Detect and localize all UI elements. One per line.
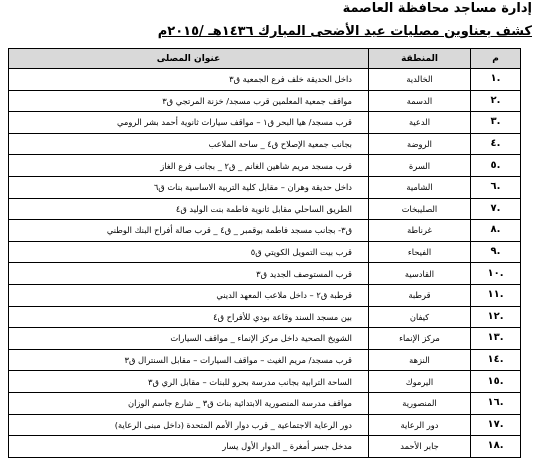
row-region: غرناطة — [369, 220, 471, 242]
row-number: .٨ — [471, 220, 521, 242]
row-number: .١٤ — [471, 349, 521, 371]
row-address: مدخل جسر أمغرة _ الدوار الأول يسار — [9, 436, 369, 458]
row-number: .٦ — [471, 176, 521, 198]
table-row — [9, 349, 521, 371]
row-address: قرب المستوصف الجديد ق٣ — [9, 263, 369, 285]
row-address: داخل حديقة وهران – مقابل كلية التربية الاساسية بنات ق٦ — [9, 176, 369, 198]
table-row — [9, 90, 521, 112]
table-row — [9, 414, 521, 436]
row-address: قرب مسجد مريم شاهين الغانم _ ق٢ _ بجانب فرع الغاز — [9, 155, 369, 177]
table-row — [9, 392, 521, 414]
row-number: .١٦ — [471, 392, 521, 414]
row-address: الطريق الساحلي مقابل ثانوية فاطمة بنت الوليد ق٤ — [9, 198, 369, 220]
table-row — [9, 133, 521, 155]
table-row — [9, 155, 521, 177]
row-number: .١٠ — [471, 263, 521, 285]
table-row — [9, 220, 521, 242]
row-address: دور الرعاية الاجتماعية _ قرب دوار الأمم المتحدة (داخل مبنى الرعاية) — [9, 414, 369, 436]
row-region: اليرموك — [369, 371, 471, 393]
row-address: داخل الحديقة خلف فرع الجمعية ق٣ — [9, 69, 369, 91]
table-row — [9, 112, 521, 134]
row-number: .٥ — [471, 155, 521, 177]
row-address: بين مسجد السند وقاعة بودي للأفراح ق٤ — [9, 306, 369, 328]
table-body — [9, 69, 521, 458]
table-row — [9, 306, 521, 328]
row-address: قرطبة ق٢ – داخل ملاعب المعهد الديني — [9, 284, 369, 306]
row-region: جابر الأحمد — [369, 436, 471, 458]
table-header-row — [9, 49, 521, 69]
row-region: القادسية — [369, 263, 471, 285]
row-address: قرب بيت التمويل الكويتي ق٥ — [9, 241, 369, 263]
row-address: مواقف مدرسة المنصورية الابتدائية بنات ق٣ _ شارع جاسم الوزان — [9, 392, 369, 414]
row-region: دور الرعاية — [369, 414, 471, 436]
row-number: .١٨ — [471, 436, 521, 458]
table-row — [9, 284, 521, 306]
row-region: الصليبخات — [369, 198, 471, 220]
row-number: .٢ — [471, 90, 521, 112]
row-region: المنصورية — [369, 392, 471, 414]
table-row — [9, 371, 521, 393]
row-region: السرة — [369, 155, 471, 177]
row-number: .٤ — [471, 133, 521, 155]
document-subtitle: كشف بعناوين مصليات عيد الأضحى المبارك ١٤٣٦هـ /٢٠١٥م — [157, 24, 532, 39]
row-region: كيفان — [369, 306, 471, 328]
row-number: .١ — [471, 69, 521, 91]
row-number: .١٥ — [471, 371, 521, 393]
header-address: عنوان المصلى — [9, 49, 369, 69]
prayer-locations-table — [8, 48, 521, 458]
table-row — [9, 241, 521, 263]
row-region: الخالدية — [369, 69, 471, 91]
table-row — [9, 328, 521, 350]
row-region: النزهة — [369, 349, 471, 371]
table-row — [9, 176, 521, 198]
row-number: .٣ — [471, 112, 521, 134]
row-region: الدسمة — [369, 90, 471, 112]
row-address: الساحة الترابية بجانب مدرسة بحرو للبنات – مقابل الري ق٣ — [9, 371, 369, 393]
row-number: .٧ — [471, 198, 521, 220]
row-address: قرب مسجد/ هيا البحر ق١ – مواقف سيارات ثانوية أحمد بشر الرومي — [9, 112, 369, 134]
row-number: .٩ — [471, 241, 521, 263]
row-region: الفيحاء — [369, 241, 471, 263]
row-number: .١١ — [471, 284, 521, 306]
table-row — [9, 69, 521, 91]
row-address: قرب مسجد/ مريم الغيث – مواقف السيارات – مقابل السنترال ق٣ — [9, 349, 369, 371]
row-address: الشويخ الصحية داخل مركز الإنماء _ مواقف السيارات — [9, 328, 369, 350]
row-address: ق٣- بجانب مسجد فاطمة بوقمبر _ ق٤ _ قرب صالة أفراح البنك الوطني — [9, 220, 369, 242]
row-number: .١٧ — [471, 414, 521, 436]
row-region: قرطبة — [369, 284, 471, 306]
row-region: الدعية — [369, 112, 471, 134]
header-num: م — [471, 49, 521, 69]
row-number: .١٢ — [471, 306, 521, 328]
row-region: مركز الإنماء — [369, 328, 471, 350]
document-title: إدارة مساجد محافظة العاصمة — [342, 1, 532, 16]
row-region: الشامية — [369, 176, 471, 198]
row-region: الروضة — [369, 133, 471, 155]
table-row — [9, 198, 521, 220]
row-address: مواقف جمعية المعلمين قرب مسجد/ خزنة المرتجي ق٣ — [9, 90, 369, 112]
header-region: المنطقة — [369, 49, 471, 69]
row-number: .١٣ — [471, 328, 521, 350]
table-row — [9, 263, 521, 285]
row-address: بجانب جمعية الإصلاح ق٤ _ ساحة الملاعب — [9, 133, 369, 155]
table-row — [9, 436, 521, 458]
